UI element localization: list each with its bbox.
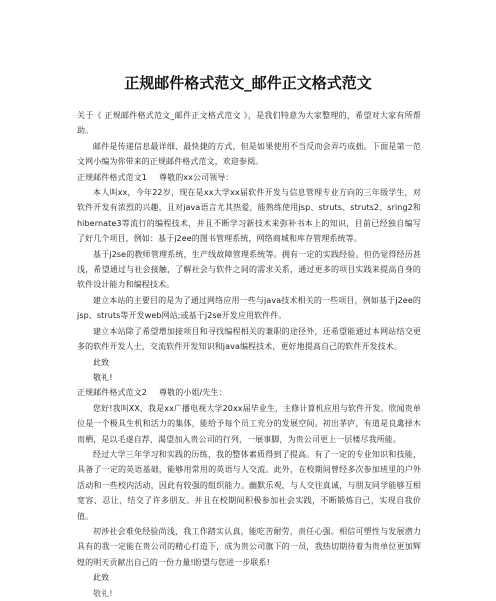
paragraph: 您好!我叫XX，我是xx广播电视大学20xx届毕业生，主修计算机应用与软件开发。欣闻贵单位是一个极具生机和活力的集体，能给予每个员工充分的发展空间。初出茅庐，有道是良禽择木而栖，是以毛遂自荐，渴望加入贵公司的行列，一展事脚，为贵公司更上一层楼尽我所能。 <box>77 403 421 444</box>
paragraph: 建立本站的主要目的是为了通过网络应用一些与java技术相关的一些项目，例如基于j2ee的jsp、struts等开发web网站;或基于j2se开发应用软件件。 <box>77 295 421 321</box>
closing: 敬礼! <box>93 372 113 382</box>
sample-label: 正规邮件格式范文2 <box>77 388 147 398</box>
paragraph: 基于j2se的教师管理系统，生产线故障管理系统等。拥有一定的实践经验。但仍觉得经历甚浅，希望通过与社会接触，了解社会与软件之间的需求关系，通过更多的项目实践来提高自身的软件设计能力和编程技术。 <box>77 249 421 290</box>
page-title: 正规邮件格式范文_邮件正文格式范文 <box>124 74 372 92</box>
sample-heading <box>77 385 421 400</box>
greeting: 尊敬的小姐/先生： <box>159 388 227 398</box>
sample-heading <box>77 170 421 185</box>
closing: 敬礼! <box>93 588 113 598</box>
closing: 此致 <box>93 357 110 367</box>
sample-label: 正规邮件格式范文1 <box>77 172 147 182</box>
paragraph: 本人叫xx，今年22岁，现在是xx大学xx届软件开发与信息管理专业方向的三年级学生，对软件开发有浓烈的兴趣，且对java语言尤其热爱，能熟练使用jsp、struts、struts2、sring2和hibernate3等流行的编程技术，并且不断学习新技术来弥补书本上的知识，目前已经独自编写了好几个项目，例如：基于j2ee的图书管理系统，网络商城和库存管理系统等。 <box>77 188 421 244</box>
paragraph: 经过大学三年学习和实践的历练，我的整体素质得到了提高。有了一定的专业知识和技能，具备了一定的英语基础，能够用常用的英语与人交流。此外，在校期间曾经多次参加班里的户外活动和一些校内活动，因此有较强的组织能力。幽默乐观，与人交往真诚，与朋友同学能够互相宽容、忍让，结交了许多朋友。并且在校期间积极参加社会实践，不断锻炼自己，实现自我价值。 <box>77 449 421 521</box>
intro-paragraph: 关于《 正规邮件格式范文_邮件正文格式范文 》，是我们特意为大家整理的，希望对大家有所帮助。 <box>77 111 421 136</box>
paragraph: 建立本站除了希望增加接项目和寻找编程相关的兼职的途径外，还希望能通过本网站结交更多的软件开发人士，交流软件开发知识和java编程技术，更好地提高自己的软件开发技术。 <box>77 326 421 352</box>
paragraph: 初涉社会难免经验尚浅，我工作踏实认真，能吃苦耐劳，责任心强。相信可塑性与发展潜力具有的我一定能在贵公司的精心打造下，成为贵公司旗下的一员，我热切期待着为贵单位更加辉煌的明天贡献出自己的一份力量!盼望与您进一步联系! <box>77 526 421 567</box>
paragraph: 邮件是传递信息最详细、最快捷的方式，但是如果使用不当反而会弄巧成拙。下面是第一范文网小编为你带来的正规邮件格式范文，欢迎参阅。 <box>77 141 421 167</box>
closing: 此致 <box>93 573 110 583</box>
greeting: 尊敬的xx公司领导： <box>159 172 234 182</box>
document-body <box>77 108 421 601</box>
